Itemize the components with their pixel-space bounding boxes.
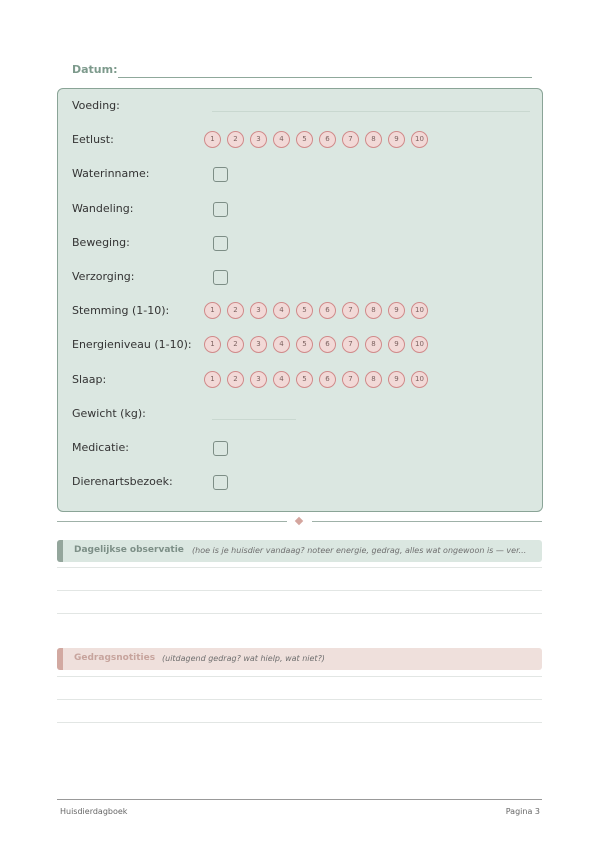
- rating-circle[interactable]: 6: [319, 336, 336, 353]
- date-label: Datum:: [72, 63, 118, 76]
- divider-left: [57, 521, 287, 522]
- rating-circle[interactable]: 3: [250, 131, 267, 148]
- rating-circle[interactable]: 9: [388, 371, 405, 388]
- date-row: [72, 63, 532, 79]
- rating-circle[interactable]: 5: [296, 131, 313, 148]
- tracker-row-label: Slaap:: [72, 372, 107, 386]
- tracker-row: [72, 403, 528, 427]
- observations-writing-line[interactable]: [57, 567, 542, 568]
- rating-circle[interactable]: 7: [342, 302, 359, 319]
- observations-accent-bar: [57, 540, 63, 562]
- rating-circle[interactable]: 8: [365, 131, 382, 148]
- tracker-row-label: Voeding:: [72, 99, 120, 112]
- observations-writing-line[interactable]: [57, 590, 542, 591]
- rating-circle[interactable]: 9: [388, 302, 405, 319]
- tracker-row: [72, 369, 528, 393]
- rating-circle[interactable]: 10: [411, 131, 428, 148]
- behavior-writing-line[interactable]: [57, 699, 542, 700]
- rating-circle[interactable]: 5: [296, 371, 313, 388]
- tracker-row-label: Verzorging:: [72, 270, 135, 283]
- behavior-writing-line[interactable]: [57, 676, 542, 677]
- daily-tracker-panel: [57, 88, 543, 512]
- divider-diamond-icon: [295, 517, 303, 525]
- observations-header: [57, 540, 542, 562]
- rating-circle[interactable]: 9: [388, 131, 405, 148]
- rating-circle[interactable]: 1: [204, 302, 221, 319]
- tracker-row-label: Eetlust:: [72, 133, 114, 147]
- divider-right: [312, 521, 542, 522]
- behavior-title: Gedragsnotities: [74, 653, 156, 663]
- observations-hint: (hoe is je huisdier vandaag? noteer energie, gedrag, alles wat ongewoon is — ver...: [192, 546, 527, 555]
- observations-writing-line[interactable]: [57, 613, 542, 614]
- rating-circle[interactable]: 1: [204, 336, 221, 353]
- rating-circle[interactable]: 10: [411, 336, 428, 353]
- tracker-row-label: Wandeling:: [72, 201, 134, 215]
- rating-circle[interactable]: 2: [227, 131, 244, 148]
- tracker-row: [72, 334, 528, 358]
- tracker-checkbox[interactable]: [213, 202, 228, 217]
- rating-circle[interactable]: 6: [319, 302, 336, 319]
- tracker-row-label: Beweging:: [72, 235, 130, 249]
- tracker-row-label: Stemming (1-10):: [72, 304, 170, 318]
- rating-circle[interactable]: 4: [273, 302, 290, 319]
- rating-circle[interactable]: 4: [273, 371, 290, 388]
- tracker-row-label: Waterinname:: [72, 167, 150, 181]
- footer-divider: [57, 799, 542, 800]
- rating-circle[interactable]: 10: [411, 371, 428, 388]
- tracker-checkbox[interactable]: [213, 475, 228, 490]
- rating-circle[interactable]: 7: [342, 131, 359, 148]
- rating-circle[interactable]: 8: [365, 371, 382, 388]
- rating-circle[interactable]: 6: [319, 371, 336, 388]
- tracker-row-label: Dierenartsbezoek:: [72, 475, 173, 489]
- rating-circle[interactable]: 7: [342, 371, 359, 388]
- tracker-checkbox[interactable]: [213, 270, 228, 285]
- rating-circle[interactable]: 5: [296, 336, 313, 353]
- tracker-row: [72, 95, 528, 119]
- behavior-header: [57, 648, 542, 670]
- tracker-row: [72, 300, 528, 324]
- rating-circle[interactable]: 3: [250, 302, 267, 319]
- tracker-checkbox[interactable]: [213, 167, 228, 182]
- tracker-checkbox[interactable]: [213, 441, 228, 456]
- rating-circle[interactable]: 2: [227, 336, 244, 353]
- rating-circle[interactable]: 4: [273, 336, 290, 353]
- observations-title: Dagelijkse observatie: [74, 545, 184, 555]
- rating-circle[interactable]: 2: [227, 371, 244, 388]
- tracker-row: [72, 163, 528, 187]
- rating-circle[interactable]: 10: [411, 302, 428, 319]
- rating-circle[interactable]: 5: [296, 302, 313, 319]
- tracker-row: [72, 266, 528, 290]
- behavior-hint: (uitdagend gedrag? wat hielp, wat niet?): [162, 654, 325, 663]
- rating-circle[interactable]: 9: [388, 336, 405, 353]
- tracker-row-label: Energieniveau (1-10):: [72, 338, 192, 352]
- rating-circle[interactable]: 4: [273, 131, 290, 148]
- rating-circle[interactable]: 2: [227, 302, 244, 319]
- rating-circle[interactable]: 3: [250, 371, 267, 388]
- tracker-row-label: Gewicht (kg):: [72, 406, 146, 420]
- tracker-line-input[interactable]: [212, 111, 530, 112]
- tracker-row: [72, 471, 528, 495]
- tracker-row-label: Medicatie:: [72, 441, 129, 454]
- tracker-line-input[interactable]: [212, 419, 296, 420]
- behavior-accent-bar: [57, 648, 63, 670]
- tracker-row: [72, 129, 528, 153]
- tracker-row: [72, 198, 528, 222]
- behavior-writing-line[interactable]: [57, 722, 542, 723]
- footer-page-number: Pagina 3: [505, 807, 540, 816]
- date-input-line[interactable]: [118, 77, 532, 78]
- rating-circle[interactable]: 3: [250, 336, 267, 353]
- footer-title: Huisdierdagboek: [60, 807, 128, 816]
- rating-circle[interactable]: 6: [319, 131, 336, 148]
- tracker-checkbox[interactable]: [213, 236, 228, 251]
- rating-circle[interactable]: 1: [204, 131, 221, 148]
- tracker-row: [72, 232, 528, 256]
- tracker-row: [72, 437, 528, 461]
- rating-circle[interactable]: 8: [365, 302, 382, 319]
- rating-circle[interactable]: 1: [204, 371, 221, 388]
- rating-circle[interactable]: 7: [342, 336, 359, 353]
- rating-circle[interactable]: 8: [365, 336, 382, 353]
